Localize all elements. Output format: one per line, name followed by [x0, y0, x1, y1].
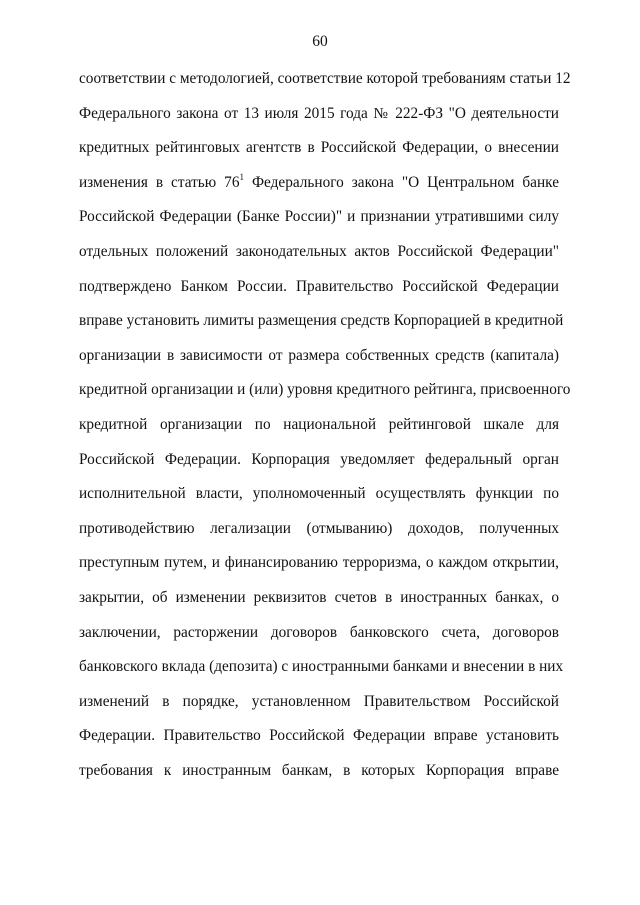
- text-line: требования к иностранным банкам, в которых Корпорация вправе: [79, 761, 559, 779]
- text-line: банковского вклада (депозита) с иностранными банками и внесении в них: [79, 658, 564, 676]
- text-line: Федерального закона от 13 июля 2015 года № 222-ФЗ "О деятельности: [79, 104, 559, 122]
- text-line: Российской Федерации. Корпорация уведомляет федеральный орган: [79, 450, 559, 468]
- text-line-with-superscript: [79, 171, 559, 209]
- text-line: исполнительной власти, уполномоченный осуществлять функции по: [79, 485, 559, 503]
- text-line: подтверждено Банком России. Правительство Российской Федерации: [79, 277, 559, 295]
- text-line: Федерации. Правительство Российской Федерации вправе установить: [79, 727, 559, 745]
- text-line: Российской Федерации (Банке России)" и признании утратившими силу: [79, 208, 559, 226]
- page-number: 60: [312, 33, 328, 50]
- text-line: закрытии, об изменении реквизитов счетов в иностранных банках, о: [79, 588, 559, 606]
- text-line: организации в зависимости от размера собственных средств (капитала): [79, 346, 559, 364]
- text-line: кредитной организации и (или) уровня кредитного рейтинга, присвоенного: [79, 381, 571, 399]
- text-line: кредитной организации по национальной рейтинговой шкале для: [79, 415, 559, 433]
- text-line: изменений в порядке, установленном Правительством Российской: [79, 692, 559, 710]
- text-line: отдельных положений законодательных актов Российской Федерации": [79, 242, 559, 260]
- text-line: вправе установить лимиты размещения средств Корпорацией в кредитной: [79, 312, 564, 330]
- text-line: противодействию легализации (отмыванию) доходов, полученных: [79, 519, 559, 537]
- text-line: соответствии с методологией, соответствие которой требованиям статьи 12: [79, 70, 571, 87]
- text-fragment: Федерального закона "О Центральном банке: [243, 173, 559, 191]
- text-fragment: изменения в статью 76: [79, 173, 240, 191]
- body-text: [79, 70, 571, 796]
- text-line: преступным путем, и финансированию терроризма, о каждом открытии,: [79, 554, 559, 572]
- text-line: кредитных рейтинговых агентств в Российской Федерации, о внесении: [79, 139, 559, 157]
- text-line: заключении, расторжении договоров банковского счета, договоров: [79, 623, 559, 641]
- superscript-index: 1: [239, 171, 244, 182]
